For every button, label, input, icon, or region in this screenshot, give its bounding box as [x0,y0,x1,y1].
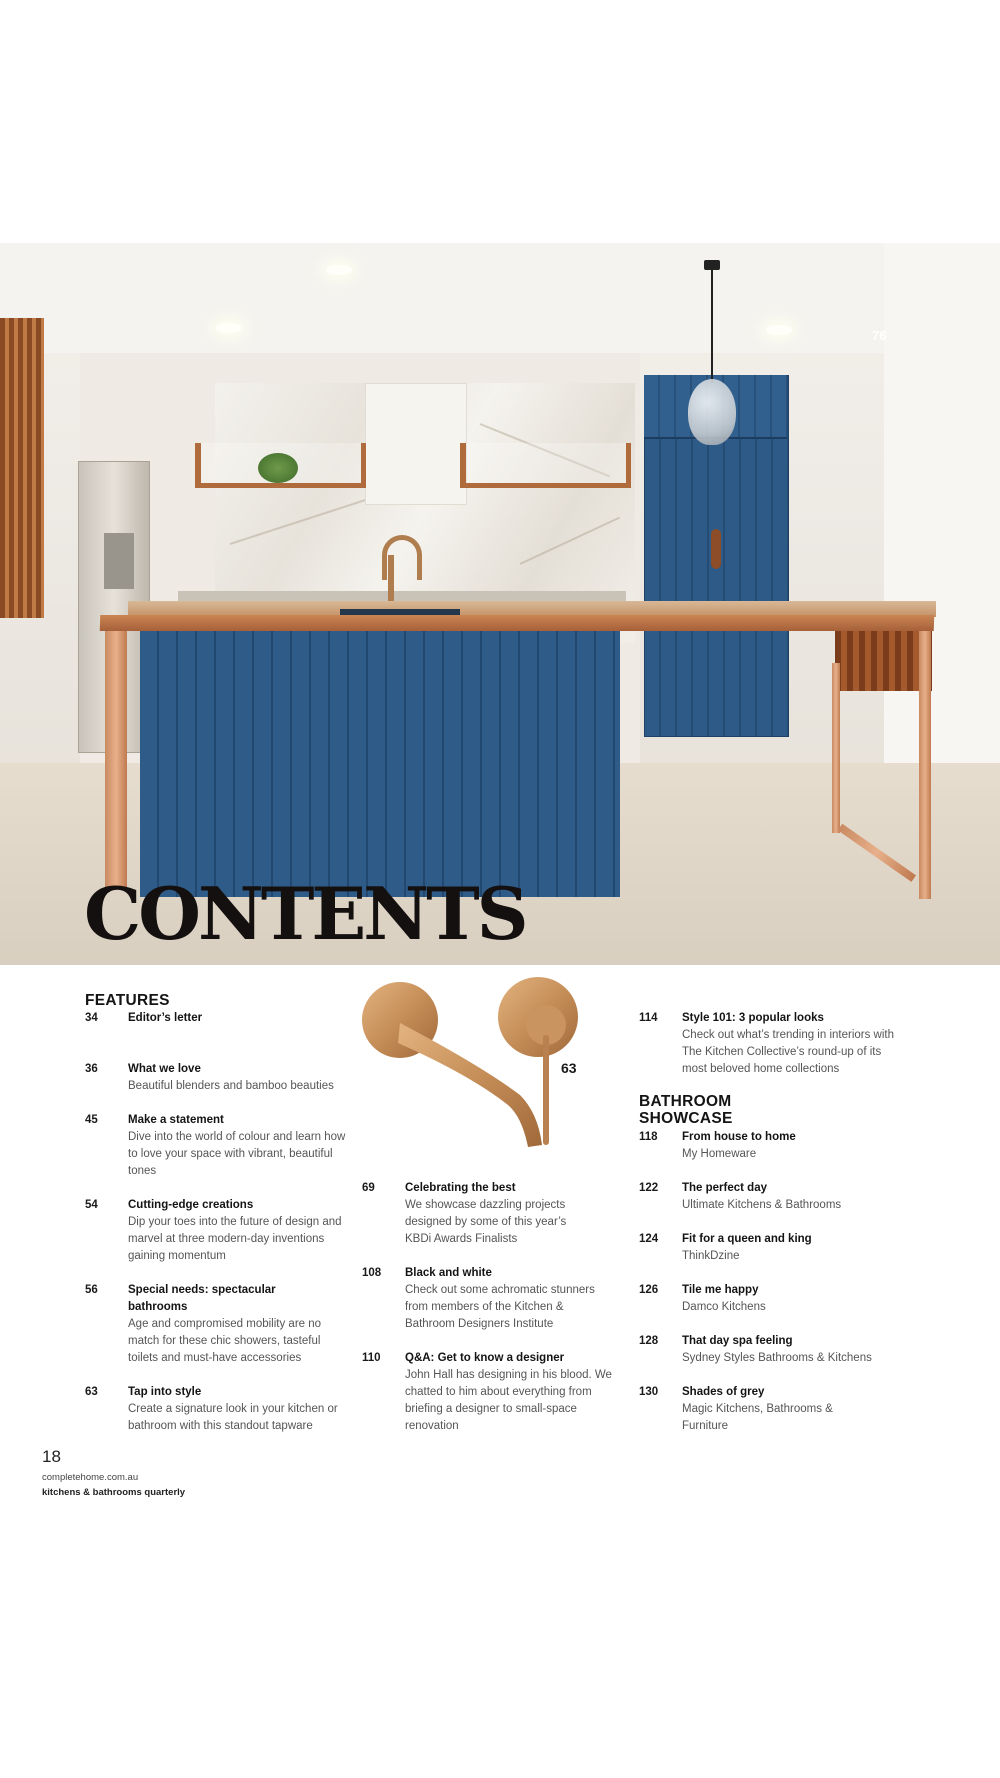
toc-title: Tap into style [128,1386,202,1398]
copper-leg-left [105,631,127,889]
toc-title: Cutting-edge creations [128,1199,254,1211]
toc-page-number: 122 [639,1182,659,1194]
toc-title: Style 101: 3 popular looks [682,1012,824,1024]
toc-page-number: 56 [85,1284,98,1296]
toc-description: Ultimate Kitchens & Bathrooms [682,1199,842,1211]
ceiling-downlight [766,325,792,335]
toc-title: Black and white [405,1267,492,1279]
toc-page-number: 45 [85,1114,98,1126]
timber-end-shelf [835,631,932,691]
toc-title: Fit for a queen and king [682,1233,812,1245]
ceiling-downlight [326,265,352,275]
toc-title: What we love [128,1063,201,1075]
toc-title: That day spa feeling [682,1335,793,1347]
toc-description: Sydney Styles Bathrooms & Kitchens [682,1352,872,1364]
toc-description: Damco Kitchens [682,1301,766,1313]
toc-description: John Hall has designing in his blood. We chatted to him about everything from briefing a designer to small-space renovation [405,1369,612,1432]
toc-title: Editor’s letter [128,1012,203,1024]
range-hood [365,383,467,505]
toc-page-number: 54 [85,1199,98,1211]
toc-page-number: 130 [639,1386,659,1398]
hero-page-reference: 76 [872,328,887,343]
potted-plant [258,453,298,483]
toc-title: Make a statement [128,1114,224,1126]
toc-title: From house to home [682,1131,796,1143]
fridge-dispenser [104,533,134,589]
toc-page-number: 114 [639,1012,658,1024]
toc-description: ThinkDzine [682,1250,740,1262]
folio-page-number: 18 [42,1447,61,1466]
toc-description: Dip your toes into the future of design and marvel at three modern-day inventions gaining momentum [128,1216,342,1262]
toc-title: Celebrating the best [405,1182,516,1194]
toc-description: We showcase dazzling projects designed by some of this year’s KBDi Awards Finalists [405,1199,567,1245]
toc-page-number: 36 [85,1063,98,1075]
page-title: CONTENTS [84,871,526,956]
toc-page-number: 128 [639,1335,659,1347]
pendant-light [688,379,736,445]
footer-website[interactable]: completehome.com.au [42,1472,139,1483]
toc-page-number: 34 [85,1012,98,1024]
toc-page-number: 63 [85,1386,98,1398]
island-benchtop-edge [100,615,935,631]
toc-description: Check out some achromatic stunners from members of the Kitchen & Bathroom Designers Institute [405,1284,595,1330]
toc-title: Q&A: Get to know a designer [405,1352,565,1364]
toc-title: Shades of grey [682,1386,765,1398]
copper-leg-right [919,631,931,899]
toc-title: Tile me happy [682,1284,759,1296]
tap-page-reference: 63 [561,1060,577,1076]
toc-page-number: 69 [362,1182,375,1194]
toc-title: Special needs: spectacular bathrooms [128,1284,276,1313]
pantry-handle [711,529,721,569]
toc-description: Magic Kitchens, Bathrooms & Furniture [682,1403,833,1432]
toc-description: Check out what’s trending in interiors with The Kitchen Collective’s round-up of its most beloved home collections [682,1029,895,1075]
toc-description: Create a signature look in your kitchen or bathroom with this standout tapware [128,1403,338,1432]
timber-slat-screen [0,318,44,618]
hero-kitchen-photo [0,243,1000,965]
toc-page-number: 124 [639,1233,659,1245]
section-heading-features: FEATURES [85,992,170,1009]
ceiling [0,243,1000,353]
toc-page-number: 118 [639,1131,658,1143]
toc-description: My Homeware [682,1148,757,1160]
ceiling-downlight [216,323,242,333]
toc-page-number: 126 [639,1284,659,1296]
toc-description: Beautiful blenders and bamboo beauties [128,1080,334,1092]
toc-page-number: 110 [362,1352,381,1364]
toc-description: Dive into the world of colour and learn how to love your space with vibrant, beautiful tones [128,1131,346,1177]
tap-lever [543,1035,549,1145]
open-shelf-right [460,443,631,488]
pendant-cord [711,263,713,383]
toc-description: Age and compromised mobility are no match for these chic showers, tasteful toilets and must-have accessories [128,1318,322,1364]
toc-title: The perfect day [682,1182,767,1194]
section-heading-bathroom-showcase: BATHROOM SHOWCASE [639,1093,733,1127]
blue-island-cabinet [140,631,620,897]
footer-magazine-name: kitchens & bathrooms quarterly [42,1487,186,1498]
toc-page-number: 108 [362,1267,382,1279]
copper-frame-back [832,663,840,833]
brushed-copper-tap-image [360,975,580,1155]
